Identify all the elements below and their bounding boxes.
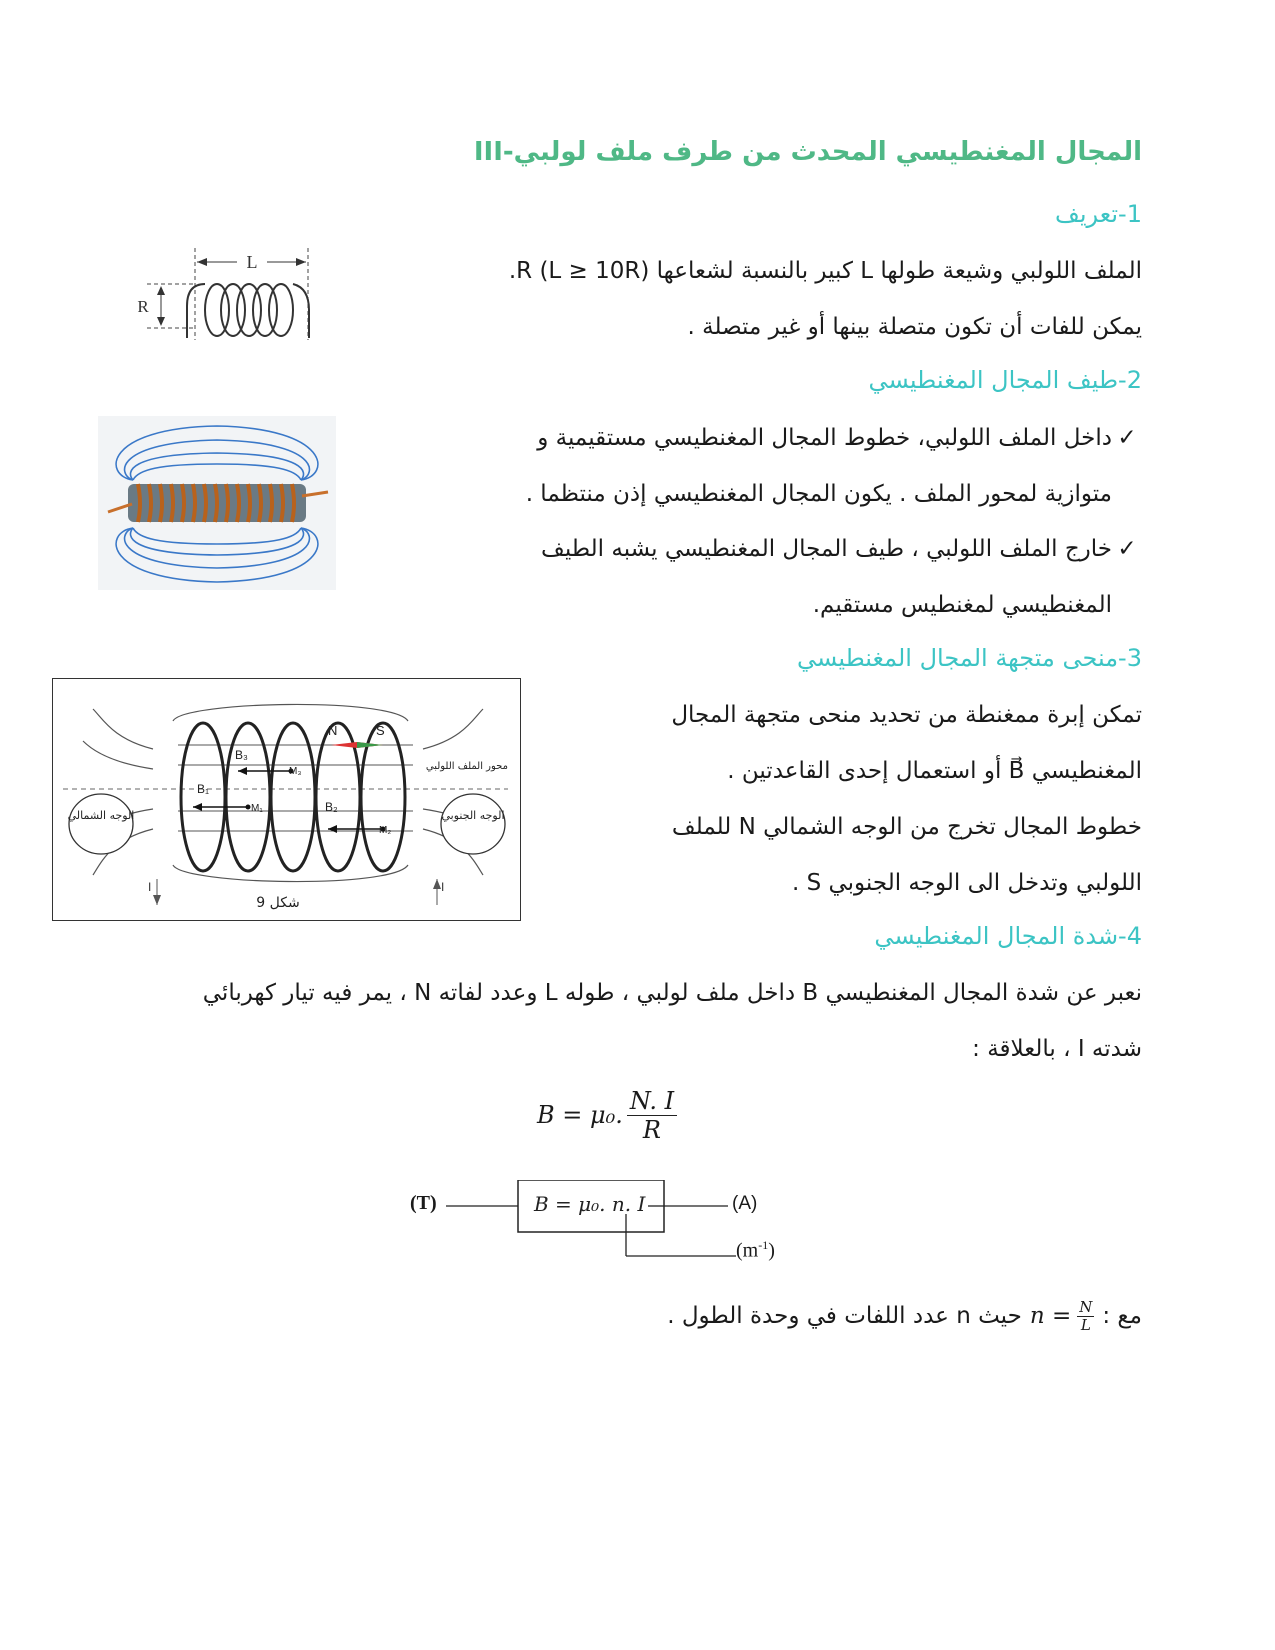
- definition-heading: 1-تعريف: [1055, 200, 1142, 228]
- south-face-label: الوجه الجنوبي: [441, 809, 505, 822]
- figure-9-frame: [52, 678, 521, 921]
- bullet-1-text: داخل الملف اللولبي، خطوط المجال المغنطيسي مستقيمية و: [537, 425, 1112, 451]
- section-title: III-المجال المغنطيسي المحدث من طرف ملف لولبي: [473, 137, 1142, 167]
- vector-B2: B₂: [325, 800, 338, 814]
- spectrum-heading: 2-طيف المجال المغنطيسي: [868, 366, 1142, 394]
- formula-denominator: R: [642, 1115, 661, 1144]
- direction-line-1: تمكن إبرة ممغنطة من تحديد منحى متجهة المجال: [671, 702, 1142, 728]
- n-fraction: $\frac{N}{L}$: [1079, 1297, 1093, 1334]
- boxed-formula: B = μ₀. n. I: [534, 1192, 646, 1216]
- check-icon: ✓: [1117, 536, 1137, 562]
- intensity-line-1: نعبر عن شدة المجال المغنطيسي B داخل ملف لولبي ، طوله L وعدد لفاته N ، يمر فيه تيار كهربائي: [202, 980, 1142, 1006]
- bullet-2: [382, 520, 1142, 578]
- direction-heading: 3-منحى متجهة المجال المغنطيسي: [796, 644, 1142, 672]
- bullet-1-cont: متوازية لمحور الملف . يكون المجال المغنطيسي إذن منتظما .: [525, 481, 1112, 507]
- bullet-1: [382, 409, 1142, 467]
- intensity-line-2: شدته I ، بالعلاقة :: [972, 1036, 1142, 1062]
- n-equals: n =: [1029, 1303, 1072, 1329]
- solenoid-direction-figure: [53, 679, 520, 920]
- current-left-label: I: [148, 880, 152, 894]
- unit-per-metre: $(m^{-1})$: [736, 1238, 775, 1262]
- bullet-2-text: خارج الملف اللولبي ، طيف المجال المغنطيسي يشبه الطيف: [541, 536, 1112, 562]
- n-equation: [1030, 1299, 1095, 1334]
- direction-line-4: اللولبي وتدخل الى الوجه الجنوبي S .: [791, 870, 1142, 896]
- compass-S: S: [376, 723, 385, 738]
- north-face-label: الوجه الشمالي: [67, 809, 135, 822]
- vector-B3: B₃: [235, 748, 248, 762]
- current-right-label: I: [441, 880, 445, 894]
- main-formula: [537, 1080, 677, 1150]
- formula-fraction: [627, 1087, 677, 1144]
- figure-caption: شكل 9: [256, 895, 300, 911]
- point-M2: M₂: [379, 825, 392, 836]
- formula-lhs: B = μ₀.: [537, 1101, 623, 1129]
- bullet-2-cont: المغنطيسي لمغنطيس مستقيم.: [812, 592, 1112, 618]
- units-diagram: [410, 1180, 810, 1265]
- n-definition-text: حيث n عدد اللفات في وحدة الطول .: [667, 1303, 1022, 1329]
- formula-numerator: N. I: [627, 1087, 677, 1116]
- label-R: R: [137, 297, 149, 316]
- label-L: L: [246, 252, 258, 272]
- point-M1: M₁: [251, 803, 263, 814]
- axis-label: محور الملف اللولبي: [425, 761, 508, 772]
- vector-B1: B₁: [197, 782, 210, 796]
- with-label: مع :: [1102, 1303, 1142, 1329]
- solenoid-dimension-figure: [125, 240, 325, 350]
- definition-line-2: يمكن للفات أن تكون متصلة بينها أو غير متصلة .: [687, 314, 1142, 340]
- check-icon: ✓: [1117, 425, 1137, 451]
- direction-line-2: المغنطيسي B⃗ أو استعمال إحدى القاعدتين .: [727, 758, 1142, 784]
- n-definition: [442, 1288, 1142, 1344]
- unit-tesla: (T): [410, 1192, 437, 1214]
- direction-line-3: خطوط المجال تخرج من الوجه الشمالي N للملف: [671, 814, 1142, 840]
- definition-line-1: الملف اللولبي وشيعة طولها L كبير بالنسبة لشعاعها R ‎(L ≥ 10R)‎.: [508, 258, 1142, 284]
- unit-ampere: (A): [732, 1193, 758, 1214]
- point-M3: M₃: [289, 766, 302, 777]
- compass-N: N: [328, 723, 338, 738]
- intensity-heading: 4-شدة المجال المغنطيسي: [874, 922, 1142, 950]
- field-spectrum-figure: [98, 416, 336, 590]
